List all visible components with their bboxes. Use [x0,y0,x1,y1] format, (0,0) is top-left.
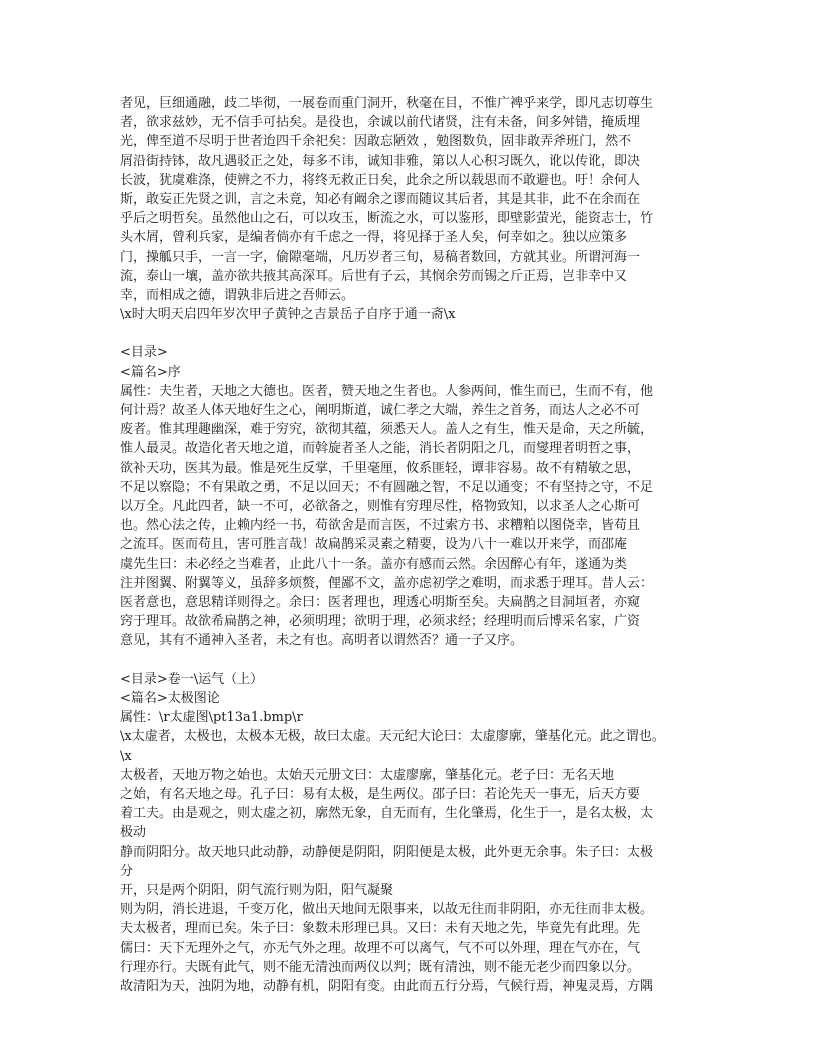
blank-line [120,651,700,670]
text-line: 注并图翼、附翼等义，虽辞多烦赘，俚鄙不文，盖亦虑初学之难明，而求悉于理耳。昔人云： [120,575,654,591]
text-line: 之始，有名天地之母。孔子曰：易有太极，是生两仪。邵子曰：若论先天一事无，后天方要 [120,786,641,802]
text-line: 儒曰：天下无理外之气，亦无气外之理。故理不可以离气，气不可以外理，理在气亦在，气 [120,940,641,956]
text-line: 何计焉？故圣人体天地好生之心，阐明斯道，诚仁孝之大端，养生之首务，而达人之必不可 [120,403,641,419]
text-line: <篇名>太极图论 [120,690,220,706]
text-line: 开，只是两个阴阳，阴气流行则为阳，阳气凝聚 [120,882,394,898]
text-line: 屑沿街持钵，故凡遇驳正之处，每多不讳，诚知非雅，第以人心积习既久，讹以传讹，即决 [120,153,641,169]
text-line: 太极者，天地万物之始也。太始天元册文曰：太虚廖廓，肇基化元。老子曰：无名天地 [120,767,615,783]
text-line: 废者。惟其理趣幽深，难于穷究，欲彻其蕴，须悉天人。盖人之有生，惟天是命，天之所毓， [120,422,654,438]
text-line: 夫太极者，理而已矣。朱子曰：象数未形理已具。又曰：未有天地之先，毕竟先有此理。先 [120,921,641,937]
text-line: 行理亦行。夫既有此气，则不能无清浊而两仪以判；既有清浊，则不能无老少而四象以分。 [120,959,641,975]
text-line: 头木屑，曾利兵家，是编者倘亦有千虑之一得，将见择于圣人矣，何幸如之。独以应策多 [120,230,628,246]
text-line: 以万全。凡此四者，缺一不可，必欲备之，则惟有穷理尽性，格物致知，以求圣人之心斯可 [120,499,641,515]
text-line: 分 [120,863,134,879]
text-line: 故清阳为天，浊阴为地，动静有机，阴阳有变。由此而五行分焉，气候行焉，神鬼灵焉，方隅 [120,978,654,994]
text-line: <篇名>序 [120,364,181,380]
text-line: 惟人最灵。故造化者天地之道，而斡旋者圣人之能，消长者阴阳之几，而燮理者明哲之事， [120,441,641,457]
text-line: <目录>卷一\运气（上） [120,671,264,687]
text-line: 意见，其有不通神入圣者，未之有也。高明者以谓然否？通一子又序。 [120,633,524,649]
text-line: 属性：\r太虚图\pt13a1.bmp\r [120,710,303,726]
text-line: \x时大明天启四年岁次甲子黄钟之吉景岳子自序于通一斋\x [120,307,456,323]
blank-line [120,324,700,343]
text-line: 之流耳。医而苟且，害可胜言哉！故扁鹊采灵素之精要，设为八十一难以开来学，而邵庵 [120,537,628,553]
text-line: 门，操觚只手，一言一字，偷隙毫端，凡历岁者三旬，易稿者数回，方就其业。所谓河海一 [120,249,641,265]
text-line: 光，俾至道不尽明于世者迨四千余祀矣：因敢忘陋效 ，勉图数负，固非敢弄斧班门，然不 [120,134,632,150]
text-line: 也。然心法之传，止赖内经一书，苟欲舍是而言医，不过索方书、求糟粕以图侥幸，皆苟且 [120,518,641,534]
document-page [120,94,700,996]
text-line: 流，泰山一壤，盖亦欲共掖其高深耳。后世有子云，其悯余劳而锡之斤正焉，岂非幸中又 [120,268,628,284]
text-line: 者见，巨细通融，歧二毕彻，一展卷而重门洞开，秋毫在目，不惟广裨乎来学，即凡志切尊生 [120,96,654,111]
text-line: 静而阴阳分。故天地只此动静，动静便是阴阳，阴阳便是太极，此外更无余事。朱子曰：太极 [120,844,654,860]
text-line: 乎后之明哲矣。虽然他山之石，可以攻玉，断流之水，可以鉴形，即壁影萤光，能资志士，竹 [120,211,654,227]
text-line: 斯，敢妄正先贤之训，言之未竟，知必有阚余之谬而随议其后者，其是其非，此不在余而在 [120,192,641,208]
text-line: 欲补天功，医其为最。惟是死生反掌，千里毫厘，攸系匪轻，谭非容易。故不有精敏之思， [120,460,641,476]
text-line: \x太虚者，太极也，太极本无极，故曰太虚。天元纪大论曰：太虚廖廓，肇基化元。此之谓也。 [120,729,665,745]
text-line: 者，欲求兹妙，无不信手可拈矣。是役也，余诚以前代诸贤，注有未备，间多舛错，掩质埋 [120,115,641,131]
text-line: 着工夫。由是观之，则太虚之初，廓然无象，自无而有，生化肇焉，化生于一，是名太极，太 [120,806,654,822]
text-line: 医者意也，意思精详则得之。余曰：医者理也，理透心明斯至矣。夫扁鹊之目洞垣者，亦窥 [120,595,641,611]
text-line: 不足以察隐；不有果敢之勇，不足以回天；不有圆融之智，不足以通变；不有坚持之守，不足 [120,479,654,495]
text-line: 则为阴，消长进退，千变万化，做出天地间无限事来，以故无往而非阴阳，亦无往而非太极。 [120,902,654,918]
text-line: 虞先生曰：未必经之当难者，止此八十一条。盖亦有感而云然。余因醉心有年，遂通为类 [120,556,628,572]
text-line: 属性：夫生者，天地之大德也。医者，赞天地之生者也。人参两间，惟生而已，生而不有，他 [120,383,654,399]
text-line: \x [120,748,132,764]
text-line: <目录> [120,345,168,361]
text-line: 极动 [120,825,147,841]
text-line: 窍于理耳。故欲希扁鹊之神，必须明理；欲明于理，必须求经；经理明而后博采名家，广资 [120,614,641,630]
text-line: 幸，而相成之德，谓孰非后进之吾师云。 [120,288,355,304]
text-line: 长波，犹虞难涤，使辨之不力，将终无救正日矣，此余之所以载思而不敢避也。吁！余何人 [120,172,641,188]
